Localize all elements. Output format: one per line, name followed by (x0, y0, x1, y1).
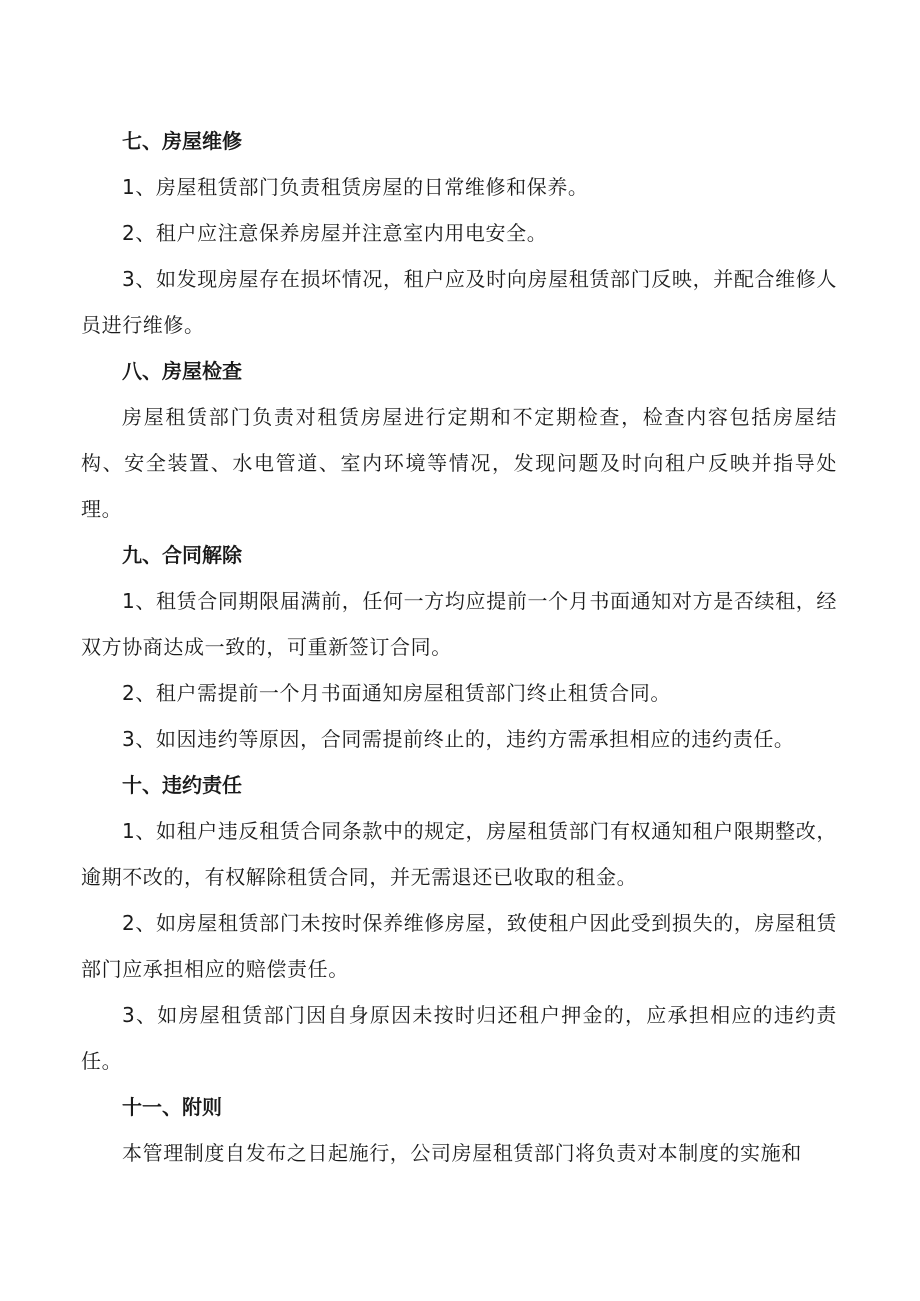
section-heading: 十一、附则 (122, 1095, 222, 1119)
section-repair (81, 118, 837, 348)
section-liability (81, 762, 837, 1084)
section-heading: 九、合同解除 (122, 543, 242, 567)
section-supplementary (81, 1084, 837, 1176)
paragraph: 3、如发现房屋存在损坏情况，租户应及时向房屋租赁部门反映，并配合维修人员进行维修。 (81, 267, 837, 337)
paragraph: 房屋租赁部门负责对租赁房屋进行定期和不定期检查，检查内容包括房屋结构、安全装置、水电管道、室内环境等情况，发现问题及时向租户反映并指导处理。 (81, 405, 837, 521)
paragraph: 2、租户需提前一个月书面通知房屋租赁部门终止租赁合同。 (122, 681, 671, 705)
paragraph: 1、租赁合同期限届满前，任何一方均应提前一个月书面通知对方是否续租，经双方协商达成一致的，可重新签订合同。 (81, 589, 837, 659)
section-heading: 七、房屋维修 (122, 129, 242, 153)
section-heading: 十、违约责任 (122, 773, 242, 797)
document-page (81, 118, 837, 1176)
paragraph: 本管理制度自发布之日起施行，公司房屋租赁部门将负责对本制度的实施和 (122, 1141, 802, 1165)
section-contract-termination (81, 532, 837, 762)
paragraph: 2、如房屋租赁部门未按时保养维修房屋，致使租户因此受到损失的，房屋租赁部门应承担相应的赔偿责任。 (81, 911, 837, 981)
paragraph: 3、如房屋租赁部门因自身原因未按时归还租户押金的，应承担相应的违约责任。 (81, 1003, 837, 1073)
section-inspection (81, 348, 837, 532)
section-heading: 八、房屋检查 (122, 359, 242, 383)
paragraph: 3、如因违约等原因，合同需提前终止的，违约方需承担相应的违约责任。 (122, 727, 795, 751)
paragraph: 1、如租户违反租赁合同条款中的规定，房屋租赁部门有权通知租户限期整改，逾期不改的，有权解除租赁合同，并无需退还已收取的租金。 (81, 819, 837, 889)
paragraph: 2、租户应注意保养房屋并注意室内用电安全。 (122, 221, 548, 245)
paragraph: 1、房屋租赁部门负责租赁房屋的日常维修和保养。 (122, 175, 589, 199)
